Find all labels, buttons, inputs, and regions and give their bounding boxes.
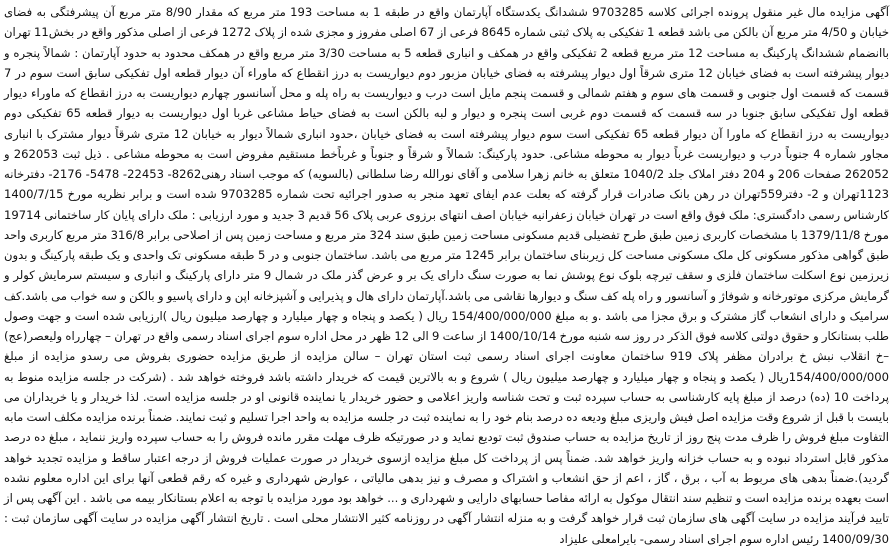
auction-notice-body: آگهی مزایده مال غیر منقول پرونده اجرائی کلاسه 9703285 ششدانگ یکدستگاه آپارتمان واقع در طبقه 1 به مساحت 193 متر مربع که مقدار 8/90 متر مربع آن پیشرفتگی به فضای خیابان و 4/50 متر مربع آن بالکن می باشد قطعه 1 تفکیکی به پلاک ثبتی شماره 8645 فرعی از 67 اصلی مفروز و مجزی شده از پلاک 1272 فرعی از اصلی مذکور واقع در بخش11 تهران باانضمام ششدانگ پارکینگ به مساحت 12 متر مربع قطعه 2 تفکیکی واقع در همکف و انباری قطعه 5 به مساحت 3/30 متر مربع واقع در همکف محدود به حدود آپارتمان : شمالاً پنجره و دیوار پیشرفته است به فضای خیابان 12 متری شرقاً اول دیوار پیشرفته به فضای خیابان مزبور دوم دیواریست به درز انقطاع که ماوراء آن دیوار قطعه اول تفکیکی سابق است سوم در 7 قسمت که قسمت اول جنوبی و قسمت های سوم و هفتم شمالی و قسمت پنجم مایل است درب و دیواریست به راه پله و محل آسانسور چهارم دیواریست به درز انقطاع که ماوراء دیوار قطعه اول تفکیکی سابق جنوبا در سه قسمت که قسمت دوم غربی است پنجره و دیوار و لبه بالکن است به فضای حیاط مشاعی غربا اول دیواریست به دیوار قطعه 65 تفکیکی دوم دیواریست به درز انقطاع که ماورا آن دیوار قطعه 65 تفکیکی است سوم دیوار پیشرفته است به فضای خیابان ،حدود انباری شمالاً دیوار به خیابان 12 متری شرقاً دیوار مشترک با انباری مجاور شماره 4 جنوباً درب و دیواریست غرباً دیوار به محوطه مشاعی. حدود پارکینگ: شمالاً و شرقاً و جنوباً و غرباًخط مستقیم مفروض است به محوطه مشاعی . ذیل ثبت 262053 و 262052 صفحات 206 و 204 دفتر املاک جلد 1040/2 متعلق به خانم زهرا سلامی و آقای نورالله رضا سلطانی (بالسویه) که موجب اسناد رهنی8262- 22453- 5478- 2176- دفترخانه 1123تهران و 2- دفتر559تهران در رهن بانک صادرات قرار گرفته که بعلت عدم ایفای تعهد منجر به صدور اجرائیه تحت شماره 9703285 شده است و برابر نظریه مورخ 1400/7/15 کارشناس رسمی دادگستری: ملک فوق واقع است در تهران خیابان زعفرانیه خیابان اصف انتهای برزوی عربی پلاک 56 قدیم 3 جدید و مورد ارزیابی : ملک دارای پایان کار ساختمانی 19714 مورخ 1379/11/8 با مشخصات کاربری زمین طبق طرح تفضیلی قدیم مسکونی مساحت زمین طبق سند 324 متر مربع و مساحت زمین پس از اصلاحی برابر 316/8 متر مربع کاربری واحد طبق گواهی مذکور مسکونی کل ملک مسکونی مساحت کل زیربنای ساختمان برابر 1245 متر مربع می باشد. ساختمان جنوبی و در 5 طبقه مسکونی تک واحدی و یک طبقه پارکینگ و بدون زیرزمین نوع اسکلت ساختمان فلزی و سقف تیرچه بلوک نوع پوشش نما به صورت سنگ دارای یک بر و عرض گذر ملک در شمال 9 متر دارای پارکینگ و انباری و سیستم سرمایش کولر و گرمایش مرکزی موتورخانه و شوفاژ و آسانسور و راه پله کف سنگ و دیوارها نقاشی می باشد.آپارتمان دارای هال و پذیرایی و آشپزخانه اپن و دارای پاسیو و بالکن و سه خواب می باشد.کف سرامیک و دارای انشعاب گاز مشترک و برق مجزا می باشد .و به مبلغ 154/400/000/000 ریال ( یکصد و پنجاه و چهار میلیارد و چهارصد میلیون ریال )ارزیابی شده است و جهت وصول طلب بستانکار و حقوق دولتی کلاسه فوق الذکر در روز سه شنبه مورخ 1400/10/14 از ساعت 9 الی 12 ظهر در محل اداره سوم اجرای اسناد رسمی واقع در تهران – چهارراه ولیعصر(عج) –خ انقلاب نبش خ برادران مظفر پلاک 919 ساختمان معاونت اجرای اسناد رسمی ثبت استان تهران – سالن مزایده از طریق مزایده حضوری بفروش می رسدو مزایده از مبلغ 154/400/000/000ریال ( یکصد و پنجاه و چهار میلیارد و چهارصد میلیون ریال ) شروع و به بالاترین قیمت که خریدار داشته باشد فروخته خواهد شد . (شرکت در جلسه مزایده منوط به پرداخت 10 (ده) درصد از مبلغ پایه کارشناسی به حساب سپرده ثبت و تحت شناسه واریز اعلامی و حضور خریدار یا نماینده قانونی او در جلسه مزایده است. لذا خریدار و یا خریداران می بایست با قبل از شروع وقت مزایده اصل فیش واریزی مبلغ ودیعه ده درصد بنام خود را به نماینده ثبت در جلسه مزایده به واحد اجرا تسلیم و ثبت نمایند. ضمناً برنده مزایده مکلف است مابه التفاوت مبلغ فروش را ظرف مدت پنج روز از تاریخ مزایده به حساب صندوق ثبت تودیع نماید و در صورتیکه ظرف مهلت مقرر مانده فروش را به حساب سپرده واریز ننماید ، مبلغ ده درصد مذکور قابل استرداد نبوده و به حساب خزانه واریز خواهد شد. ضمناً پس از پرداخت کل مبلغ مزایده ازسوی خریدار در صورت عملیات فروش از درجه اعتبار ساقط و مزایده تجدید خواهد گردید).ضمناً بدهی های مربوط به آب ، برق ، گاز ، اعم از حق انشعاب و اشتراک و مصرف و نیز بدهی مالیاتی ، عوارض شهرداری و غیره که رقم قطعی آنها برای این اداره معلوم نشده است بعهده برنده مزایده است و تنظیم سند انتقال موکول به ارائه مفاصا حسابهای دارایی و شهرداری و ... خواهد بود مورد مزایده با توجه به اعلام بستانکار بیمه می باشد . این آگهی پس از تایید فرآیند مزایده در سایت آگهی های سازمان ثبت قرار خواهد گرفت و به منزله انتشار آگهی در روزنامه کثیر الانتشار محلی است . تاریخ انتشار آگهی مزایده در سایت آگهی سازمان ثبت : 1400/09/30 رئیس اداره سوم اجرای اسناد رسمی- بایرامعلی علیزاد xyxy=(4,5,890,546)
